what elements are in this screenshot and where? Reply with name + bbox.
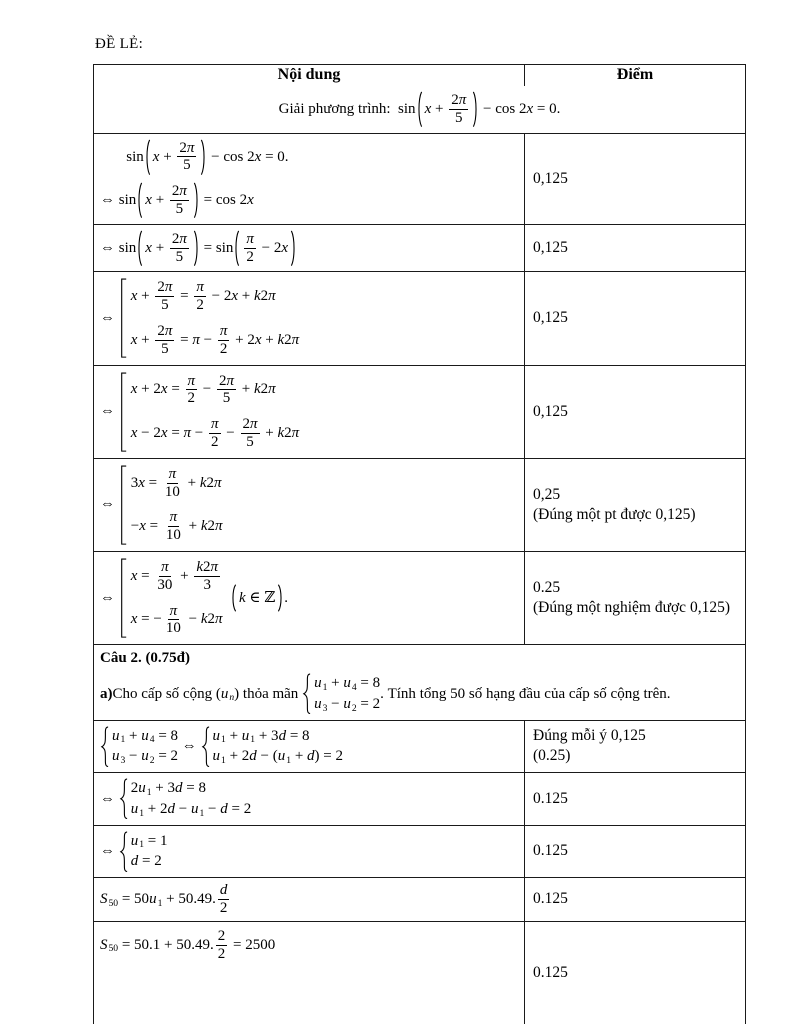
formula-line: ⇔ x = $\frac{\pi}{30}$ + k 2 π 3 x = − $\frac{\pi}{10}$ − k 2 π k ∈ ℤ . xyxy=(100,555,518,641)
table-row xyxy=(94,224,745,272)
score-line: 0,125 xyxy=(533,169,568,187)
score-cell xyxy=(524,878,745,921)
paren-group: k ∈ ℤ xyxy=(230,582,284,614)
fraction: $\frac{\pi}{10}$ xyxy=(164,465,180,500)
score-cell xyxy=(524,826,745,878)
left-brace-icon xyxy=(201,726,210,768)
fraction: $\frac{\pi}{2}$ xyxy=(196,279,204,314)
fraction: 2 π 5 xyxy=(157,322,173,357)
score-line: Đúng mỗi ý 0,125 xyxy=(533,727,646,745)
fraction: 2 π 5 xyxy=(171,230,187,265)
right-paren-icon xyxy=(290,230,297,267)
table-body xyxy=(94,86,745,1024)
table-row xyxy=(94,644,745,720)
formula-line: ⇔ u 1 = 1 d = 2 xyxy=(100,829,518,875)
table-row xyxy=(94,921,745,1024)
formula-line: S 50 = 50 u 1 + 50.49. d 2 xyxy=(100,882,228,916)
table-row xyxy=(94,772,745,825)
paren-group: x + 2 π 5 xyxy=(416,89,480,130)
score-line: 0.25 xyxy=(533,578,561,596)
fraction: k 2 π 3 xyxy=(196,558,219,593)
formula-line: S 50 = 50.1 + 50.49. $\frac{2}{2}$ = 2500 xyxy=(100,927,276,962)
fraction: d 2 xyxy=(219,882,228,916)
left-paren-icon xyxy=(136,230,143,267)
formula-line: ⇔ sin x + 2 π 5 = sin π 2 − 2 x xyxy=(100,228,518,269)
score-line: 0,125 xyxy=(533,402,568,420)
table-row xyxy=(94,365,745,458)
table-row xyxy=(94,720,745,773)
right-paren-icon xyxy=(200,139,207,176)
or-bracket-group: x + 2 x = $\frac{\pi}{2}$ − 2 π 5 + k 2 π x − 2 x = π − $\frac{\pi}{2}$ − 2 π 5 + k 2 π xyxy=(119,371,299,453)
left-brace-icon xyxy=(302,673,311,715)
cases-group: 2 u 1 + 3 d = 8 u 1 + 2 d − u 1 − d = 2 xyxy=(119,778,251,820)
table-row xyxy=(94,877,745,921)
table-row xyxy=(94,458,745,551)
content-cell xyxy=(94,826,524,878)
or-bracket-group: 3 x = $\frac{\pi}{10}$ + k 2 π − x = $\frac{\pi}{10}$ + k 2 π xyxy=(119,464,223,546)
content-cell xyxy=(94,272,524,364)
content-cell xyxy=(94,86,745,133)
score-cell xyxy=(524,366,745,458)
score-cell xyxy=(524,459,745,551)
left-paren-icon xyxy=(144,139,151,176)
table-row xyxy=(94,86,745,133)
formula-line: Câu 2. (0.75đ) xyxy=(100,649,191,666)
fraction: $\frac{\pi}{30}$ xyxy=(157,558,173,593)
score-cell xyxy=(524,134,745,224)
right-paren-icon xyxy=(472,91,479,128)
score-line: 0,125 xyxy=(533,309,568,327)
content-cell xyxy=(94,878,524,921)
column-header-content: Nội dung xyxy=(277,66,341,83)
score-line: 0.125 xyxy=(533,842,568,860)
left-brace-icon xyxy=(119,831,128,873)
cases-group: u 1 + u 4 = 8 u 3 − u 2 = 2 xyxy=(302,673,380,715)
left-paren-icon xyxy=(230,584,237,612)
score-cell xyxy=(524,773,745,825)
fraction: 2 π 5 xyxy=(179,139,195,174)
fraction: $\frac{\pi}{10}$ xyxy=(165,602,181,637)
left-brace-icon xyxy=(100,726,109,768)
paren-group: x + 2 π 5 xyxy=(136,180,200,221)
left-paren-icon xyxy=(233,230,240,267)
column-header-score: Điểm xyxy=(524,65,745,86)
content-cell xyxy=(94,773,524,825)
score-line: 0.125 xyxy=(533,890,568,908)
score-cell xyxy=(524,922,745,1024)
paren-group: x + 2 π 5 xyxy=(144,137,208,178)
score-line: (Đúng một nghiệm được 0,125) xyxy=(533,599,730,617)
right-paren-icon xyxy=(193,182,200,219)
fraction: 2 π 5 xyxy=(242,416,258,450)
left-bracket-icon xyxy=(119,277,128,359)
cases-group: u 1 = 1 d = 2 xyxy=(119,831,168,873)
formula-line: ⇔ x + 2 x = $\frac{\pi}{2}$ − 2 π 5 + k 2 π x − 2 x = π − $\frac{\pi}{2}$ − 2 π 5 + k 2 π xyxy=(100,369,518,455)
content-cell xyxy=(94,552,524,644)
content-cell xyxy=(94,134,524,224)
fraction: $\frac{\pi}{2}$ xyxy=(219,322,228,357)
left-bracket-icon xyxy=(119,557,128,639)
doc-label: ĐỀ LẺ: xyxy=(95,36,144,52)
left-paren-icon xyxy=(136,182,143,219)
content-cell xyxy=(94,721,524,773)
right-paren-icon xyxy=(193,230,200,267)
content-cell xyxy=(94,645,745,720)
table-header-row xyxy=(94,65,745,86)
left-brace-icon xyxy=(119,778,128,820)
score-table xyxy=(93,64,746,1024)
content-cell xyxy=(94,459,524,551)
paren-group: π 2 − 2 x xyxy=(233,228,297,269)
or-bracket-group: x = $\frac{\pi}{30}$ + k 2 π 3 x = − $\frac{\pi}{10}$ − k 2 π xyxy=(119,557,223,639)
score-line: (0.25) xyxy=(533,747,571,765)
content-cell xyxy=(94,225,524,272)
right-paren-icon xyxy=(277,584,284,612)
score-line: 0.125 xyxy=(533,789,568,807)
score-line: 0,25 xyxy=(533,485,561,503)
fraction: 2 π 5 xyxy=(157,279,173,314)
score-cell xyxy=(524,272,745,364)
left-paren-icon xyxy=(416,91,423,128)
score-line: 0.125 xyxy=(533,964,568,982)
table-row xyxy=(94,825,745,878)
content-cell xyxy=(94,922,524,1024)
left-bracket-icon xyxy=(119,464,128,546)
cases-group: u 1 + u 4 = 8 u 3 − u 2 = 2 xyxy=(100,726,178,768)
table-row xyxy=(94,133,745,224)
formula-line: Giải phương trình: sin x + 2 π 5 − cos 2 x = 0. xyxy=(100,89,739,130)
formula-line: ⇔ 2 u 1 + 3 d = 8 u 1 + 2 d − u 1 − d = 2 xyxy=(100,780,252,819)
paren-group: x + 2 π 5 xyxy=(136,228,200,269)
score-line: (Đúng một pt được 0,125) xyxy=(533,505,696,523)
formula-line: a) Cho cấp số cộng ( u n ) thỏa mãn u 1 + u 4 = 8 u 3 − u 2 = 2 . Tính tổng 50 số hạng đầu của cấp số cộng trên. xyxy=(100,675,671,714)
fraction: 2 π 5 xyxy=(171,183,187,217)
fraction: 2 π 5 xyxy=(219,372,235,407)
fraction: $\frac{\pi}{2}$ xyxy=(187,372,196,407)
table-row xyxy=(94,271,745,364)
score-cell xyxy=(524,552,745,644)
fraction: $\frac{\pi}{2}$ xyxy=(211,416,219,450)
formula-line: ⇔ sin x + 2 π 5 = cos 2 x xyxy=(100,180,518,221)
fraction: π 2 xyxy=(246,230,254,265)
score-cell xyxy=(524,225,745,272)
score-line: 0,125 xyxy=(533,239,568,256)
fraction: 2 π 5 xyxy=(451,92,467,126)
formula-line: ⇔ x + 2 π 5 = $\frac{\pi}{2}$ − 2 x + k 2 π x + 2 π 5 = π − $\frac{\pi}{2}$ + 2 x + k 2 π xyxy=(100,275,518,361)
table-row xyxy=(94,551,745,644)
fraction: $\frac{2}{2}$ xyxy=(217,927,226,962)
or-bracket-group: x + 2 π 5 = $\frac{\pi}{2}$ − 2 x + k 2 π x + 2 π 5 = π − $\frac{\pi}{2}$ + 2 x + k 2 π xyxy=(119,277,299,359)
score-cell xyxy=(524,721,745,773)
content-cell xyxy=(94,366,524,458)
fraction: $\frac{\pi}{10}$ xyxy=(165,509,181,544)
formula-line: ⇔ 3 x = $\frac{\pi}{10}$ + k 2 π − x = $\frac{\pi}{10}$ + k 2 π xyxy=(100,462,518,548)
formula-line: sin x + 2 π 5 − cos 2 x = 0. xyxy=(100,137,518,178)
left-bracket-icon xyxy=(119,371,128,453)
formula-line: u 1 + u 4 = 8 u 3 − u 2 = 2 ⇔ u 1 + u 1 + 3 d = 8 u 1 + 2 d − ( u 1 + d ) = 2 xyxy=(100,724,518,770)
cases-group: u 1 + u 1 + 3 d = 8 u 1 + 2 d − ( u 1 + d ) = 2 xyxy=(201,726,343,768)
